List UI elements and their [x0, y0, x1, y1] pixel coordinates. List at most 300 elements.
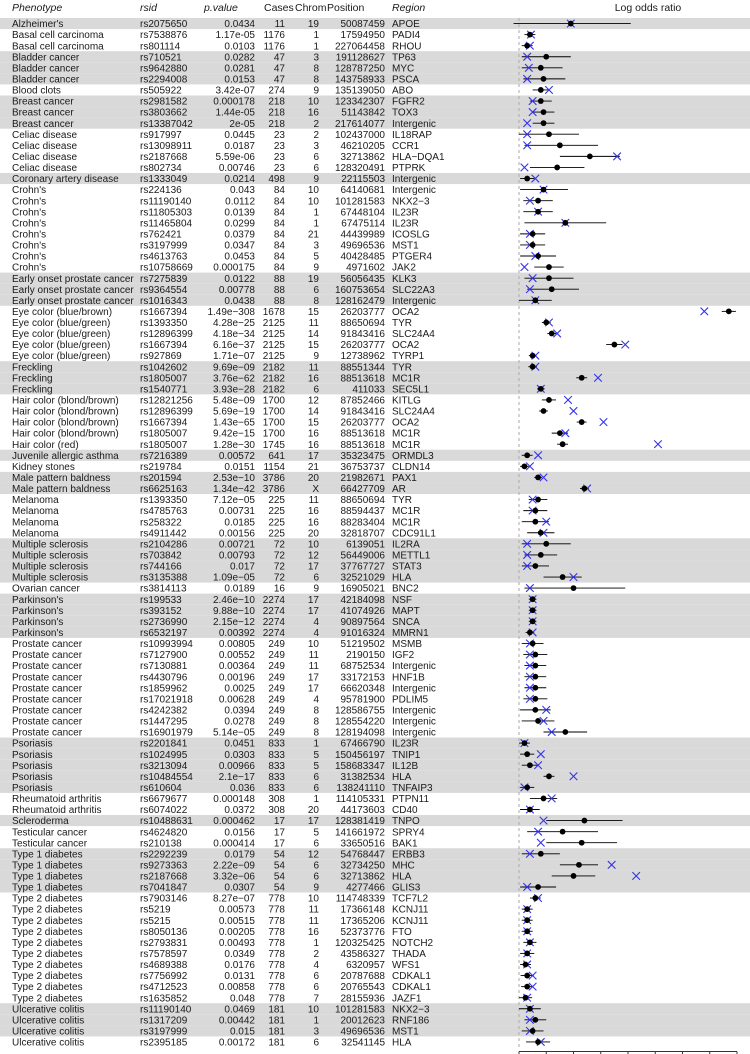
- cell-position: 4277466: [346, 882, 385, 894]
- estimate-row: [524, 219, 606, 227]
- cell-chrom: 6: [313, 971, 319, 983]
- estimate-row: [522, 640, 544, 648]
- cell-cases: 72: [273, 561, 285, 573]
- cell-chrom: 16: [307, 439, 319, 451]
- cell-phenotype: Crohn's: [12, 196, 47, 208]
- cell-phenotype: Parkinson's: [12, 627, 64, 639]
- cell-cases: 23: [273, 140, 285, 152]
- cell-cases: 17: [273, 827, 285, 839]
- cell-rsid: rs802734: [140, 163, 182, 175]
- cell-chrom: 9: [313, 882, 319, 894]
- estimate-row: [523, 507, 547, 515]
- cell-chrom: 1: [313, 41, 319, 53]
- cell-pvalue: 0.00573: [218, 904, 255, 916]
- cell-region: TYR: [392, 318, 412, 330]
- cell-phenotype: Psoriasis: [12, 782, 53, 794]
- cell-rsid: rs4624820: [140, 827, 188, 839]
- point-estimate: [571, 585, 577, 591]
- cell-pvalue: 0.048: [229, 993, 255, 1005]
- cell-chrom: 16: [307, 926, 319, 938]
- cell-cases: 778: [268, 915, 285, 927]
- cell-phenotype: Prostate cancer: [12, 716, 83, 728]
- cell-position: 41074926: [340, 605, 385, 617]
- cell-cases: 84: [273, 196, 285, 208]
- cell-cases: 47: [273, 74, 285, 86]
- cell-phenotype: Celiac disease: [12, 163, 78, 175]
- cell-pvalue: 0.0139: [224, 207, 255, 219]
- point-estimate: [527, 807, 533, 813]
- cell-phenotype: Basal cell carcinoma: [12, 30, 104, 42]
- estimate-row: [519, 994, 532, 1002]
- estimate-row: [520, 961, 531, 969]
- cell-cases: 641: [268, 450, 285, 462]
- cell-region: WFS1: [392, 960, 420, 972]
- estimate-row: [523, 651, 547, 659]
- cell-cases: 2125: [262, 340, 285, 352]
- cell-region: IL12B: [392, 760, 419, 772]
- cell-region: IGF2: [392, 650, 415, 662]
- cell-position: 43586327: [340, 949, 385, 961]
- cell-region: MC1R: [392, 439, 421, 451]
- cell-region: RNF186: [392, 1015, 430, 1027]
- cell-chrom: X: [312, 484, 319, 496]
- table-row: [12, 207, 419, 218]
- cell-pvalue: 0.0282: [224, 52, 255, 64]
- table-row: [12, 340, 420, 351]
- cell-region: JAZF1: [392, 993, 422, 1005]
- cell-phenotype: Freckling: [12, 362, 53, 374]
- estimate-row: [577, 418, 608, 426]
- cell-chrom: 6: [313, 771, 319, 783]
- cell-phenotype: Freckling: [12, 384, 53, 396]
- comparison-cross: [570, 407, 578, 415]
- cell-phenotype: Eye color (blue/green): [12, 340, 111, 352]
- cell-rsid: rs610604: [140, 782, 182, 794]
- cell-position: 49696536: [340, 1026, 385, 1038]
- cell-chrom: 3: [313, 52, 319, 64]
- cell-rsid: rs703842: [140, 550, 182, 562]
- cell-position: 88513618: [340, 428, 385, 440]
- point-estimate: [532, 685, 538, 691]
- cell-rsid: rs801114: [140, 41, 181, 53]
- table-row: [12, 794, 429, 805]
- cell-region: PTPN11: [392, 794, 430, 806]
- estimate-row: [521, 263, 564, 271]
- cell-cases: 47: [273, 63, 285, 75]
- cell-position: 128554220: [334, 716, 385, 728]
- cell-region: KITLG: [392, 395, 421, 407]
- cell-phenotype: Early onset prostate cancer: [12, 284, 134, 296]
- table-row: [12, 717, 436, 728]
- point-estimate: [522, 740, 528, 746]
- cell-rsid: rs5215: [140, 915, 171, 927]
- table-row: [12, 418, 420, 429]
- table-row: [12, 694, 429, 705]
- cell-cases: 308: [268, 794, 285, 806]
- cell-cases: 249: [268, 727, 285, 739]
- cell-position: 67475114: [341, 218, 385, 230]
- cell-position: 88513618: [340, 439, 385, 451]
- cell-phenotype: Celiac disease: [12, 151, 78, 163]
- cell-region: KCNJ11: [392, 904, 429, 916]
- cell-region: TOX3: [392, 107, 418, 119]
- cell-phenotype: Alzheimer's: [12, 19, 64, 31]
- cell-pvalue: 1.43e−65: [213, 417, 255, 429]
- cell-chrom: 11: [308, 650, 319, 662]
- cell-rsid: rs1667394: [140, 417, 188, 429]
- cell-chrom: 16: [307, 107, 319, 119]
- estimate-row: [529, 496, 548, 504]
- cell-chrom: 19: [307, 19, 319, 31]
- cell-pvalue: 0.00493: [218, 937, 255, 949]
- table-row: [12, 462, 431, 473]
- cell-position: 36753737: [340, 461, 385, 473]
- cell-rsid: rs11190140: [140, 1004, 192, 1016]
- table-row: [12, 639, 422, 650]
- cell-region: OCA2: [392, 340, 420, 352]
- estimate-row: [520, 706, 551, 714]
- cell-region: IL23R: [392, 738, 419, 750]
- cell-pvalue: 0.00442: [218, 1015, 255, 1027]
- cell-phenotype: Kidney stones: [12, 461, 75, 473]
- cell-chrom: 6: [313, 982, 319, 994]
- cell-cases: 54: [273, 871, 285, 883]
- cell-pvalue: 1.28e−30: [213, 439, 255, 451]
- point-estimate: [543, 54, 549, 60]
- cell-chrom: 10: [307, 196, 319, 208]
- cell-phenotype: Eye color (blue/brown): [12, 306, 113, 318]
- cell-region: PADI4: [392, 30, 421, 42]
- cell-chrom: 6: [313, 1037, 319, 1049]
- cell-pvalue: 0.00172: [218, 1037, 255, 1049]
- estimate-row: [520, 230, 545, 238]
- cell-position: 88283404: [340, 517, 385, 529]
- cell-rsid: rs1667394: [140, 340, 188, 352]
- cell-phenotype: Type 1 diabetes: [12, 849, 83, 861]
- cell-cases: 47: [273, 52, 285, 64]
- cell-phenotype: Male pattern baldness: [12, 473, 111, 485]
- cell-rsid: rs7130881: [140, 661, 188, 673]
- cell-pvalue: 0.00205: [218, 926, 255, 938]
- cell-cases: 274: [268, 85, 285, 97]
- point-estimate: [532, 1017, 538, 1023]
- cell-rsid: rs17021918: [140, 694, 193, 706]
- point-estimate: [568, 21, 574, 27]
- point-estimate: [524, 43, 530, 49]
- header-cases: Cases: [264, 2, 294, 14]
- table-row: [12, 1015, 430, 1026]
- table-row: [12, 672, 425, 683]
- cell-pvalue: 3.76e−62: [213, 373, 255, 385]
- point-estimate: [541, 76, 547, 82]
- cell-pvalue: 0.0187: [224, 140, 255, 152]
- cell-cases: 778: [268, 937, 285, 949]
- cell-position: 31382534: [340, 771, 385, 783]
- cell-region: Intergenic: [392, 661, 436, 673]
- table-row: [12, 860, 415, 871]
- cell-chrom: 5: [313, 749, 319, 761]
- cell-region: FTO: [392, 926, 412, 938]
- point-estimate: [579, 840, 585, 846]
- cell-phenotype: Type 2 diabetes: [12, 893, 83, 905]
- point-estimate: [527, 32, 533, 38]
- cell-position: 17365206: [340, 915, 385, 927]
- point-estimate: [549, 331, 555, 337]
- cell-cases: 833: [268, 749, 285, 761]
- cell-rsid: rs8050136: [140, 926, 188, 938]
- cell-rsid: rs1635852: [140, 993, 188, 1005]
- cell-region: HLA−DQA1: [392, 151, 445, 163]
- cell-region: KCNJ11: [392, 915, 429, 927]
- cell-position: 88650694: [340, 495, 385, 507]
- cell-phenotype: Ovarian cancer: [12, 583, 80, 595]
- cell-rsid: rs10488631: [140, 816, 193, 828]
- cell-chrom: 4: [313, 694, 319, 706]
- table-row: [12, 1038, 412, 1049]
- estimate-row: [521, 972, 537, 980]
- estimate-row: [527, 828, 598, 836]
- cell-cases: 778: [268, 926, 285, 938]
- cell-position: 54768447: [340, 849, 385, 861]
- cell-phenotype: Ulcerative colitis: [12, 1026, 85, 1038]
- cell-region: PTPRK: [392, 163, 426, 175]
- cell-chrom: 17: [307, 672, 319, 684]
- point-estimate: [527, 1006, 533, 1012]
- cell-position: 160753654: [334, 284, 385, 296]
- cell-chrom: 6: [313, 384, 319, 396]
- cell-pvalue: 0.00392: [218, 627, 255, 639]
- cell-rsid: rs2187668: [140, 871, 188, 883]
- cell-region: CCR1: [392, 140, 420, 152]
- cell-cases: 88: [273, 295, 285, 307]
- cell-position: 91016324: [340, 627, 385, 639]
- table-row: [12, 174, 436, 185]
- point-estimate: [524, 784, 530, 790]
- comparison-cross: [537, 839, 545, 847]
- cell-phenotype: Type 2 diabetes: [12, 949, 83, 961]
- table-row: [12, 130, 432, 141]
- cell-cases: 17: [273, 816, 285, 828]
- point-estimate: [535, 1039, 541, 1045]
- cell-cases: 1700: [262, 417, 285, 429]
- comparison-cross: [654, 440, 662, 448]
- cell-phenotype: Multiple sclerosis: [12, 572, 89, 584]
- point-estimate: [532, 652, 538, 658]
- cell-region: HLA: [392, 771, 412, 783]
- cell-cases: 72: [273, 550, 285, 562]
- cell-phenotype: Prostate cancer: [12, 650, 83, 662]
- cell-cases: 1678: [262, 306, 285, 318]
- cell-position: 128787250: [334, 63, 385, 75]
- cell-cases: 181: [268, 1015, 285, 1027]
- cell-phenotype: Crohn's: [12, 240, 47, 252]
- cell-cases: 1700: [262, 428, 285, 440]
- cell-phenotype: Crohn's: [12, 262, 47, 274]
- cell-region: Intergenic: [392, 683, 436, 695]
- data-table: [12, 19, 445, 1048]
- cell-rsid: rs1042602: [140, 362, 188, 374]
- cell-cases: 2182: [262, 362, 285, 374]
- cell-rsid: rs3135388: [140, 572, 188, 584]
- cell-position: 90897564: [340, 616, 385, 628]
- estimate-row: [530, 894, 542, 902]
- cell-region: PDLIM5: [392, 694, 429, 706]
- cell-position: 95781900: [340, 694, 385, 706]
- cell-pvalue: 0.0278: [224, 716, 255, 728]
- cell-position: 32713862: [340, 151, 385, 163]
- cell-chrom: 15: [307, 340, 319, 352]
- point-estimate: [538, 386, 544, 392]
- cell-region: MSMB: [392, 639, 422, 651]
- estimate-row: [522, 916, 533, 924]
- point-estimate: [560, 574, 566, 580]
- point-estimate: [530, 641, 536, 647]
- cell-phenotype: Celiac disease: [12, 129, 78, 141]
- table-row: [12, 661, 436, 672]
- cell-phenotype: Hair color (blond/brown): [12, 406, 119, 418]
- cell-phenotype: Melanoma: [12, 528, 59, 540]
- cell-cases: 249: [268, 683, 285, 695]
- table-row: [12, 949, 426, 960]
- cell-position: 33650516: [340, 838, 385, 850]
- cell-cases: 778: [268, 949, 285, 961]
- cell-phenotype: Breast cancer: [12, 118, 74, 130]
- cell-phenotype: Prostate cancer: [12, 639, 83, 651]
- cell-cases: 225: [268, 528, 285, 540]
- point-estimate: [535, 718, 541, 724]
- cell-cases: 181: [268, 1037, 285, 1049]
- cell-position: 44173603: [340, 805, 385, 817]
- cell-region: CDKAL1: [392, 971, 431, 983]
- table-row: [12, 927, 412, 938]
- cell-position: 102437000: [334, 129, 385, 141]
- cell-region: HLA: [392, 1037, 412, 1049]
- point-estimate: [532, 663, 538, 669]
- cell-position: 128162479: [334, 295, 385, 307]
- cell-rsid: rs12896399: [140, 406, 193, 418]
- cell-rsid: rs7756992: [140, 971, 188, 983]
- cell-cases: 249: [268, 705, 285, 717]
- cell-region: IL23R: [392, 207, 419, 219]
- cell-phenotype: Rheumatoid arthritis: [12, 805, 102, 817]
- cell-region: TCF7L2: [392, 893, 429, 905]
- table-row: [12, 838, 418, 849]
- cell-rsid: rs1805007: [140, 439, 188, 451]
- cell-position: 32521029: [340, 572, 385, 584]
- cell-pvalue: 1.49e−308: [207, 306, 255, 318]
- cell-pvalue: 0.000414: [213, 838, 255, 850]
- cell-chrom: 8: [313, 74, 319, 86]
- cell-rsid: rs1805007: [140, 428, 188, 440]
- cell-chrom: 10: [307, 893, 319, 905]
- cell-cases: 249: [268, 694, 285, 706]
- cell-chrom: 1: [313, 937, 319, 949]
- cell-region: CLDN14: [392, 461, 431, 473]
- cell-position: 141661972: [334, 827, 385, 839]
- cell-position: 26203777: [340, 306, 385, 318]
- cell-cases: 225: [268, 517, 285, 529]
- cell-pvalue: 0.0438: [224, 295, 255, 307]
- cell-phenotype: Parkinson's: [12, 594, 64, 606]
- cell-chrom: 10: [307, 639, 319, 651]
- cell-pvalue: 7.12e−05: [213, 495, 255, 507]
- cell-region: OCA2: [392, 306, 420, 318]
- cell-cases: 2182: [262, 384, 285, 396]
- cell-phenotype: Blood clots: [12, 85, 61, 97]
- table-row: [12, 30, 421, 41]
- cell-rsid: rs1805007: [140, 373, 188, 385]
- cell-position: 50087459: [340, 19, 385, 31]
- cell-rsid: rs5219: [140, 904, 171, 916]
- cell-phenotype: Male pattern baldness: [12, 484, 111, 496]
- cell-pvalue: 5.14e−05: [213, 727, 255, 739]
- cell-cases: 1700: [262, 395, 285, 407]
- cell-position: 20765543: [340, 982, 385, 994]
- cell-pvalue: 2.46e−10: [213, 594, 255, 606]
- cell-rsid: rs7216389: [140, 450, 188, 462]
- cell-rsid: rs1393350: [140, 495, 188, 507]
- cell-cases: 88: [273, 273, 285, 285]
- header-chrom: Chrom: [295, 2, 327, 14]
- table-row: [12, 894, 429, 905]
- cell-rsid: rs2793831: [140, 937, 188, 949]
- cell-region: ABO: [392, 85, 414, 97]
- cell-chrom: 2: [313, 949, 319, 961]
- cell-cases: 54: [273, 849, 285, 861]
- cell-cases: 218: [268, 107, 285, 119]
- cell-rsid: rs2187668: [140, 151, 188, 163]
- table-row: [12, 41, 421, 52]
- point-estimate: [538, 98, 544, 104]
- cell-region: Intergenic: [392, 716, 436, 728]
- cell-region: GLIS3: [392, 882, 421, 894]
- table-row: [12, 728, 436, 739]
- point-estimate: [538, 552, 544, 558]
- cell-chrom: 3: [313, 240, 319, 252]
- cell-phenotype: Prostate cancer: [12, 727, 83, 739]
- table-row: [12, 351, 425, 362]
- cell-pvalue: 3.93e−28: [213, 384, 255, 396]
- estimate-row: [547, 330, 561, 338]
- cell-region: RHOU: [392, 41, 422, 53]
- table-row: [12, 584, 419, 595]
- cell-rsid: rs13098911: [140, 140, 193, 152]
- cell-rsid: rs6679677: [140, 794, 188, 806]
- cell-position: 37767727: [340, 561, 385, 573]
- cell-region: NOTCH2: [392, 937, 434, 949]
- cell-chrom: 6: [313, 163, 319, 175]
- cell-cases: 778: [268, 971, 285, 983]
- cell-position: 66620348: [340, 683, 385, 695]
- cell-rsid: rs4689388: [140, 960, 188, 972]
- cell-rsid: rs7903146: [140, 893, 188, 905]
- comparison-cross: [564, 396, 572, 404]
- point-estimate: [611, 342, 617, 348]
- cell-chrom: 11: [308, 904, 319, 916]
- cell-chrom: 10: [307, 539, 319, 551]
- cell-position: 114748339: [335, 893, 385, 905]
- estimate-row: [542, 319, 553, 327]
- cell-phenotype: Crohn's: [12, 218, 47, 230]
- cell-cases: 778: [268, 993, 285, 1005]
- cell-region: MST1: [392, 240, 419, 252]
- cell-pvalue: 5.59e-06: [215, 151, 255, 163]
- cell-rsid: rs219784: [140, 461, 182, 473]
- cell-pvalue: 0.00515: [218, 915, 255, 927]
- point-estimate: [726, 308, 732, 314]
- cell-region: Intergenic: [392, 118, 436, 130]
- cell-rsid: rs6625163: [140, 484, 188, 496]
